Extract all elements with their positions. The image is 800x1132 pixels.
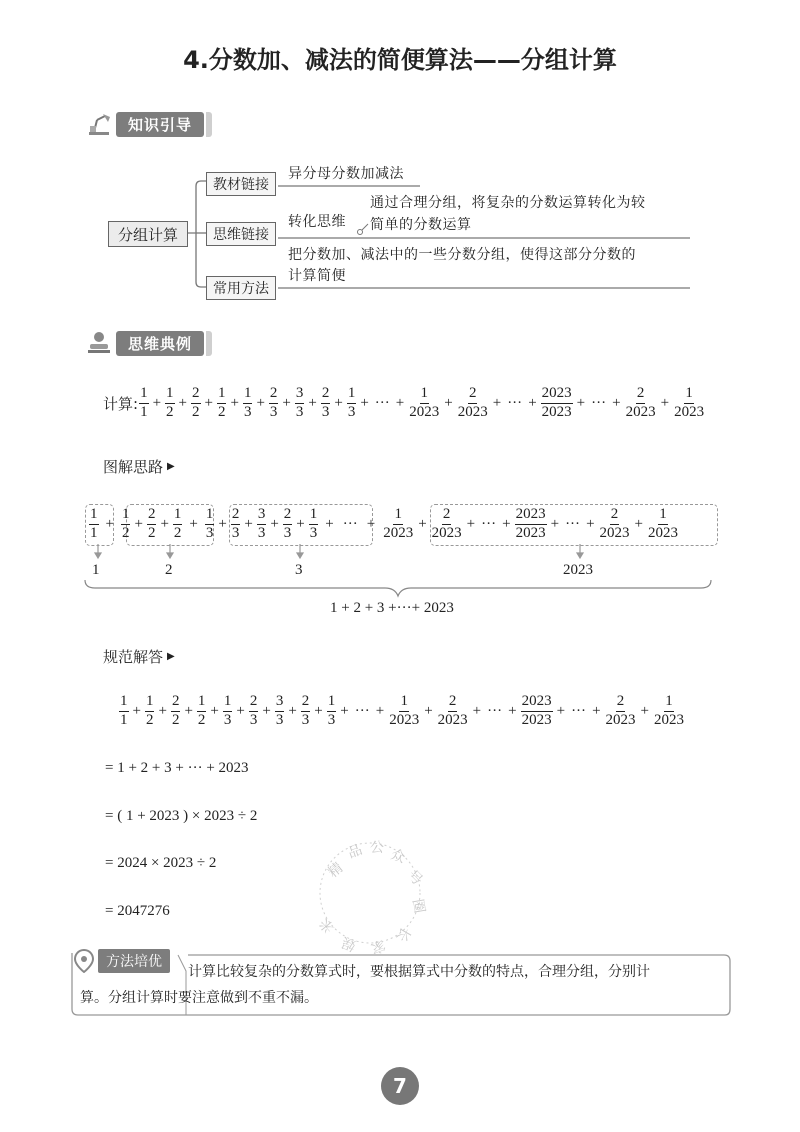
triangle-right-icon: ▶: [167, 461, 175, 472]
ellipsis: ···: [354, 702, 370, 719]
numerator: 2: [636, 386, 646, 404]
denominator: 1: [140, 403, 148, 420]
mindmap-branch-method-line1: 把分数加、减法中的一些分数分组，使得这部分分数的: [288, 247, 636, 263]
plus-sign: +: [508, 702, 517, 719]
denominator: 3: [295, 403, 304, 420]
ellipsis: ···: [591, 394, 607, 411]
numerator: 2: [616, 694, 626, 712]
page-number: 7: [381, 1067, 419, 1105]
numerator: 2023: [515, 507, 547, 525]
denominator: 2: [147, 524, 156, 541]
mindmap-branch-thinking: 思维链接: [206, 222, 276, 246]
svg-text:长: 长: [392, 924, 414, 945]
numerator: 1: [399, 694, 409, 712]
denominator: 1: [120, 711, 128, 728]
fraction: [269, 386, 279, 421]
plus-sign: +: [586, 515, 595, 532]
svg-text:米: 米: [316, 914, 339, 936]
denominator: 2023: [648, 524, 678, 541]
denominator: 2023: [457, 403, 488, 420]
plus-sign: +: [256, 394, 265, 411]
mindmap-branch-textbook: 教材链接: [206, 172, 276, 196]
denominator: 2023: [409, 403, 440, 420]
denominator: 2: [192, 403, 200, 420]
plus-sign: +: [230, 394, 239, 411]
svg-text:家: 家: [368, 936, 388, 957]
numerator: 3: [275, 694, 285, 712]
numerator: 2: [269, 386, 279, 404]
denominator: 2023: [605, 711, 636, 728]
plus-sign: +: [178, 394, 187, 411]
fraction: [673, 386, 705, 421]
denominator: 2023: [625, 403, 656, 420]
denominator: 3: [321, 403, 330, 420]
plus-sign: +: [640, 702, 649, 719]
plus-sign: +: [366, 515, 376, 532]
numerator: 2: [301, 694, 311, 712]
plus-sign: +: [132, 702, 141, 719]
denominator: 2023: [437, 711, 468, 728]
plus-sign: +: [244, 515, 253, 532]
diagram-label: 图解思路: [103, 458, 164, 476]
fraction: [249, 694, 259, 729]
svg-text:精: 精: [325, 859, 347, 882]
plus-sign: +: [152, 394, 162, 411]
plus-sign: +: [502, 515, 511, 532]
denominator: 2023: [389, 711, 420, 728]
fraction: [223, 694, 233, 729]
plus-sign: +: [296, 515, 305, 532]
fraction: [119, 694, 129, 729]
fraction: [437, 694, 469, 729]
plus-sign: +: [634, 515, 643, 532]
denominator: 2023: [383, 524, 414, 541]
numerator: 1: [139, 386, 149, 404]
diagram-sum: 1 + 2 + 3 +···+ 2023: [330, 600, 454, 616]
solution-step-2: = ( 1 + 2023 ) × 2023 ÷ 2: [105, 808, 258, 824]
group-result-2: 2: [165, 562, 173, 578]
denominator: 2023: [431, 524, 462, 541]
denominator: 1: [90, 524, 98, 541]
plus-sign: +: [592, 702, 601, 719]
numerator: 1: [205, 507, 215, 525]
denominator: 3: [327, 711, 336, 728]
section-example-label: 思维典例: [116, 331, 204, 356]
plus-sign: +: [236, 702, 245, 719]
watermark-stamp: [305, 828, 435, 958]
mindmap-branch-thinking-sub: 转化思维: [288, 214, 346, 230]
fraction: [408, 386, 440, 421]
solution-heading: [103, 646, 175, 667]
fraction: [171, 694, 181, 729]
mindmap-branch-thinking-line2: 简单的分数运算: [370, 217, 472, 233]
section-method: [74, 949, 170, 973]
fraction: [173, 507, 183, 542]
numerator: 2: [191, 386, 201, 404]
numerator: 2023: [521, 694, 553, 712]
numerator: 1: [327, 694, 337, 712]
fraction: [283, 507, 293, 542]
diagram-expression: [88, 507, 680, 542]
denominator: 3: [309, 524, 318, 541]
numerator: 3: [295, 386, 305, 404]
plus-sign: +: [314, 702, 323, 719]
group-result-2023: 2023: [563, 562, 593, 578]
ellipsis: ···: [487, 702, 503, 719]
numerator: 2: [468, 386, 478, 404]
fraction: [388, 694, 420, 729]
ellipsis: ···: [565, 515, 581, 532]
solution-step-3: = 2024 × 2023 ÷ 2: [105, 855, 217, 871]
svg-text:娱: 娱: [339, 933, 359, 954]
section-method-label: 方法培优: [98, 949, 170, 973]
fraction: [121, 507, 131, 542]
plus-sign: +: [556, 702, 566, 719]
numerator: 2023: [541, 386, 573, 404]
ellipsis: ···: [342, 515, 358, 532]
numerator: 1: [173, 507, 183, 525]
plus-sign: +: [466, 515, 476, 532]
fraction: [521, 694, 553, 729]
denominator: 3: [283, 524, 292, 541]
tip-line-1: 计算比较复杂的分数算式时，要根据算式中分数的特点，合理分组，分别计: [188, 964, 650, 980]
numerator: 1: [420, 386, 430, 404]
denominator: 2023: [674, 403, 705, 420]
fraction: [382, 507, 414, 542]
fraction: [321, 386, 331, 421]
plus-sign: +: [375, 702, 385, 719]
denominator: 3: [347, 403, 356, 420]
numerator: 1: [347, 386, 357, 404]
mindmap-branch-textbook-text: 异分母分数加减法: [288, 166, 404, 182]
svg-text:号: 号: [404, 867, 426, 889]
denominator: 3: [205, 524, 214, 541]
fraction: [243, 386, 253, 421]
fraction: [197, 694, 207, 729]
numerator: 1: [145, 694, 155, 712]
fraction: [457, 386, 489, 421]
plus-sign: +: [612, 394, 621, 411]
mindmap-connectors: [0, 0, 800, 320]
tip-line-2: 算。分组计算时要注意做到不重不漏。: [80, 990, 318, 1006]
fraction: [217, 386, 227, 421]
denominator: 2: [121, 524, 130, 541]
numerator: 1: [217, 386, 227, 404]
plus-sign: +: [105, 515, 114, 532]
solution-expression: [118, 694, 686, 729]
fraction: [89, 507, 99, 542]
numerator: 1: [121, 507, 131, 525]
fraction: [347, 386, 357, 421]
numerator: 1: [684, 386, 694, 404]
ellipsis: ···: [481, 515, 497, 532]
plus-sign: +: [270, 515, 279, 532]
plus-sign: +: [184, 702, 193, 719]
fraction: [647, 507, 679, 542]
numerator: 2: [321, 386, 331, 404]
svg-text:公: 公: [370, 840, 384, 856]
denominator: 3: [257, 524, 266, 541]
fraction: [191, 386, 201, 421]
plus-sign: +: [576, 394, 586, 411]
problem-expression: [103, 386, 706, 421]
plus-sign: +: [189, 515, 198, 532]
numerator: 1: [243, 386, 253, 404]
svg-text:品: 品: [345, 841, 365, 862]
denominator: 3: [243, 403, 252, 420]
fraction: [327, 694, 337, 729]
numerator: 1: [664, 694, 674, 712]
fraction: [231, 507, 241, 542]
svg-text:圈: 圈: [409, 897, 428, 915]
denominator: 3: [275, 711, 284, 728]
plus-sign: +: [528, 394, 537, 411]
section-example: [86, 331, 204, 355]
plus-sign: +: [660, 394, 670, 411]
mindmap-branch-method-line2: 计算简便: [288, 268, 346, 284]
numerator: 2: [448, 694, 458, 712]
numerator: 2: [171, 694, 181, 712]
denominator: 2: [166, 403, 174, 420]
solution-step-4: = 2047276: [105, 903, 170, 919]
plus-sign: +: [134, 515, 143, 532]
fraction: [599, 507, 631, 542]
numerator: 1: [165, 386, 175, 404]
fraction: [653, 694, 685, 729]
denominator: 2023: [521, 711, 552, 728]
numerator: 2: [283, 507, 293, 525]
numerator: 1: [119, 694, 129, 712]
denominator: 3: [223, 711, 232, 728]
fraction: [147, 507, 157, 542]
numerator: 3: [257, 507, 267, 525]
ellipsis: ···: [374, 394, 390, 411]
mindmap-root: 分组计算: [108, 221, 188, 247]
plus-sign: +: [160, 515, 169, 532]
plus-sign: +: [395, 394, 405, 411]
location-pin-icon: [74, 949, 94, 973]
plus-sign: +: [472, 702, 482, 719]
numerator: 2: [147, 507, 157, 525]
denominator: 2023: [599, 524, 630, 541]
plus-sign: +: [418, 515, 427, 532]
plus-sign: +: [424, 702, 433, 719]
numerator: 2: [442, 507, 452, 525]
fraction: [515, 507, 547, 542]
plus-sign: +: [218, 515, 227, 532]
numerator: 2: [249, 694, 259, 712]
plus-sign: +: [444, 394, 453, 411]
numerator: 1: [89, 507, 99, 525]
fraction: [625, 386, 657, 421]
svg-text:众: 众: [388, 846, 408, 867]
mindmap-branch-thinking-line1: 通过合理分组，将复杂的分数运算转化为较: [370, 195, 646, 211]
section-knowledge-label: 知识引导: [116, 112, 204, 137]
numerator: 1: [309, 507, 319, 525]
denominator: 3: [231, 524, 240, 541]
fraction: [431, 507, 463, 542]
fraction: [605, 694, 637, 729]
method-tip-box: [70, 949, 730, 1015]
numerator: 1: [393, 507, 403, 525]
denominator: 2023: [515, 524, 546, 541]
plus-sign: +: [204, 394, 213, 411]
denominator: 2: [217, 403, 226, 420]
plus-sign: +: [262, 702, 271, 719]
numerator: 2: [610, 507, 620, 525]
thinker-icon: [86, 331, 112, 355]
page-title: 4.分数加、减法的简便算法——分组计算: [183, 46, 617, 74]
ellipsis: ···: [507, 394, 523, 411]
plus-sign: +: [325, 515, 334, 532]
triangle-right-icon: ▶: [167, 651, 175, 662]
denominator: 2: [145, 711, 154, 728]
denominator: 3: [269, 403, 278, 420]
group-result-3: 3: [295, 562, 303, 578]
fraction: [309, 507, 319, 542]
plus-sign: +: [550, 515, 560, 532]
denominator: 2023: [541, 403, 572, 420]
denominator: 3: [249, 711, 258, 728]
plus-sign: +: [158, 702, 167, 719]
numerator: 1: [658, 507, 668, 525]
plus-sign: +: [308, 394, 317, 411]
plus-sign: +: [282, 394, 291, 411]
plus-sign: +: [360, 394, 369, 411]
fraction: [541, 386, 573, 421]
plus-sign: +: [334, 394, 343, 411]
fraction: [295, 386, 305, 421]
fraction: [139, 386, 149, 421]
fraction: [301, 694, 311, 729]
numerator: 2: [231, 507, 241, 525]
denominator: 2: [171, 711, 180, 728]
ellipsis: ···: [571, 702, 587, 719]
solution-label: 规范解答: [103, 648, 164, 666]
denominator: 2: [173, 524, 182, 541]
numerator: 1: [223, 694, 233, 712]
fraction: [165, 386, 175, 421]
fraction: [205, 507, 215, 542]
mindmap-branch-method: 常用方法: [206, 276, 276, 300]
denominator: 2: [197, 711, 206, 728]
plus-sign: +: [492, 394, 502, 411]
group-result-1: 1: [92, 562, 100, 578]
plus-sign: +: [288, 702, 297, 719]
diagram-heading: [103, 456, 175, 477]
problem-prefix: 计算:: [103, 394, 139, 413]
solution-step-1: = 1 + 2 + 3 + ··· + 2023: [105, 760, 249, 776]
fraction: [275, 694, 285, 729]
plus-sign: +: [340, 702, 349, 719]
plus-sign: +: [210, 702, 219, 719]
denominator: 3: [301, 711, 310, 728]
numerator: 1: [197, 694, 207, 712]
denominator: 2023: [654, 711, 684, 728]
fraction: [257, 507, 267, 542]
fraction: [145, 694, 155, 729]
